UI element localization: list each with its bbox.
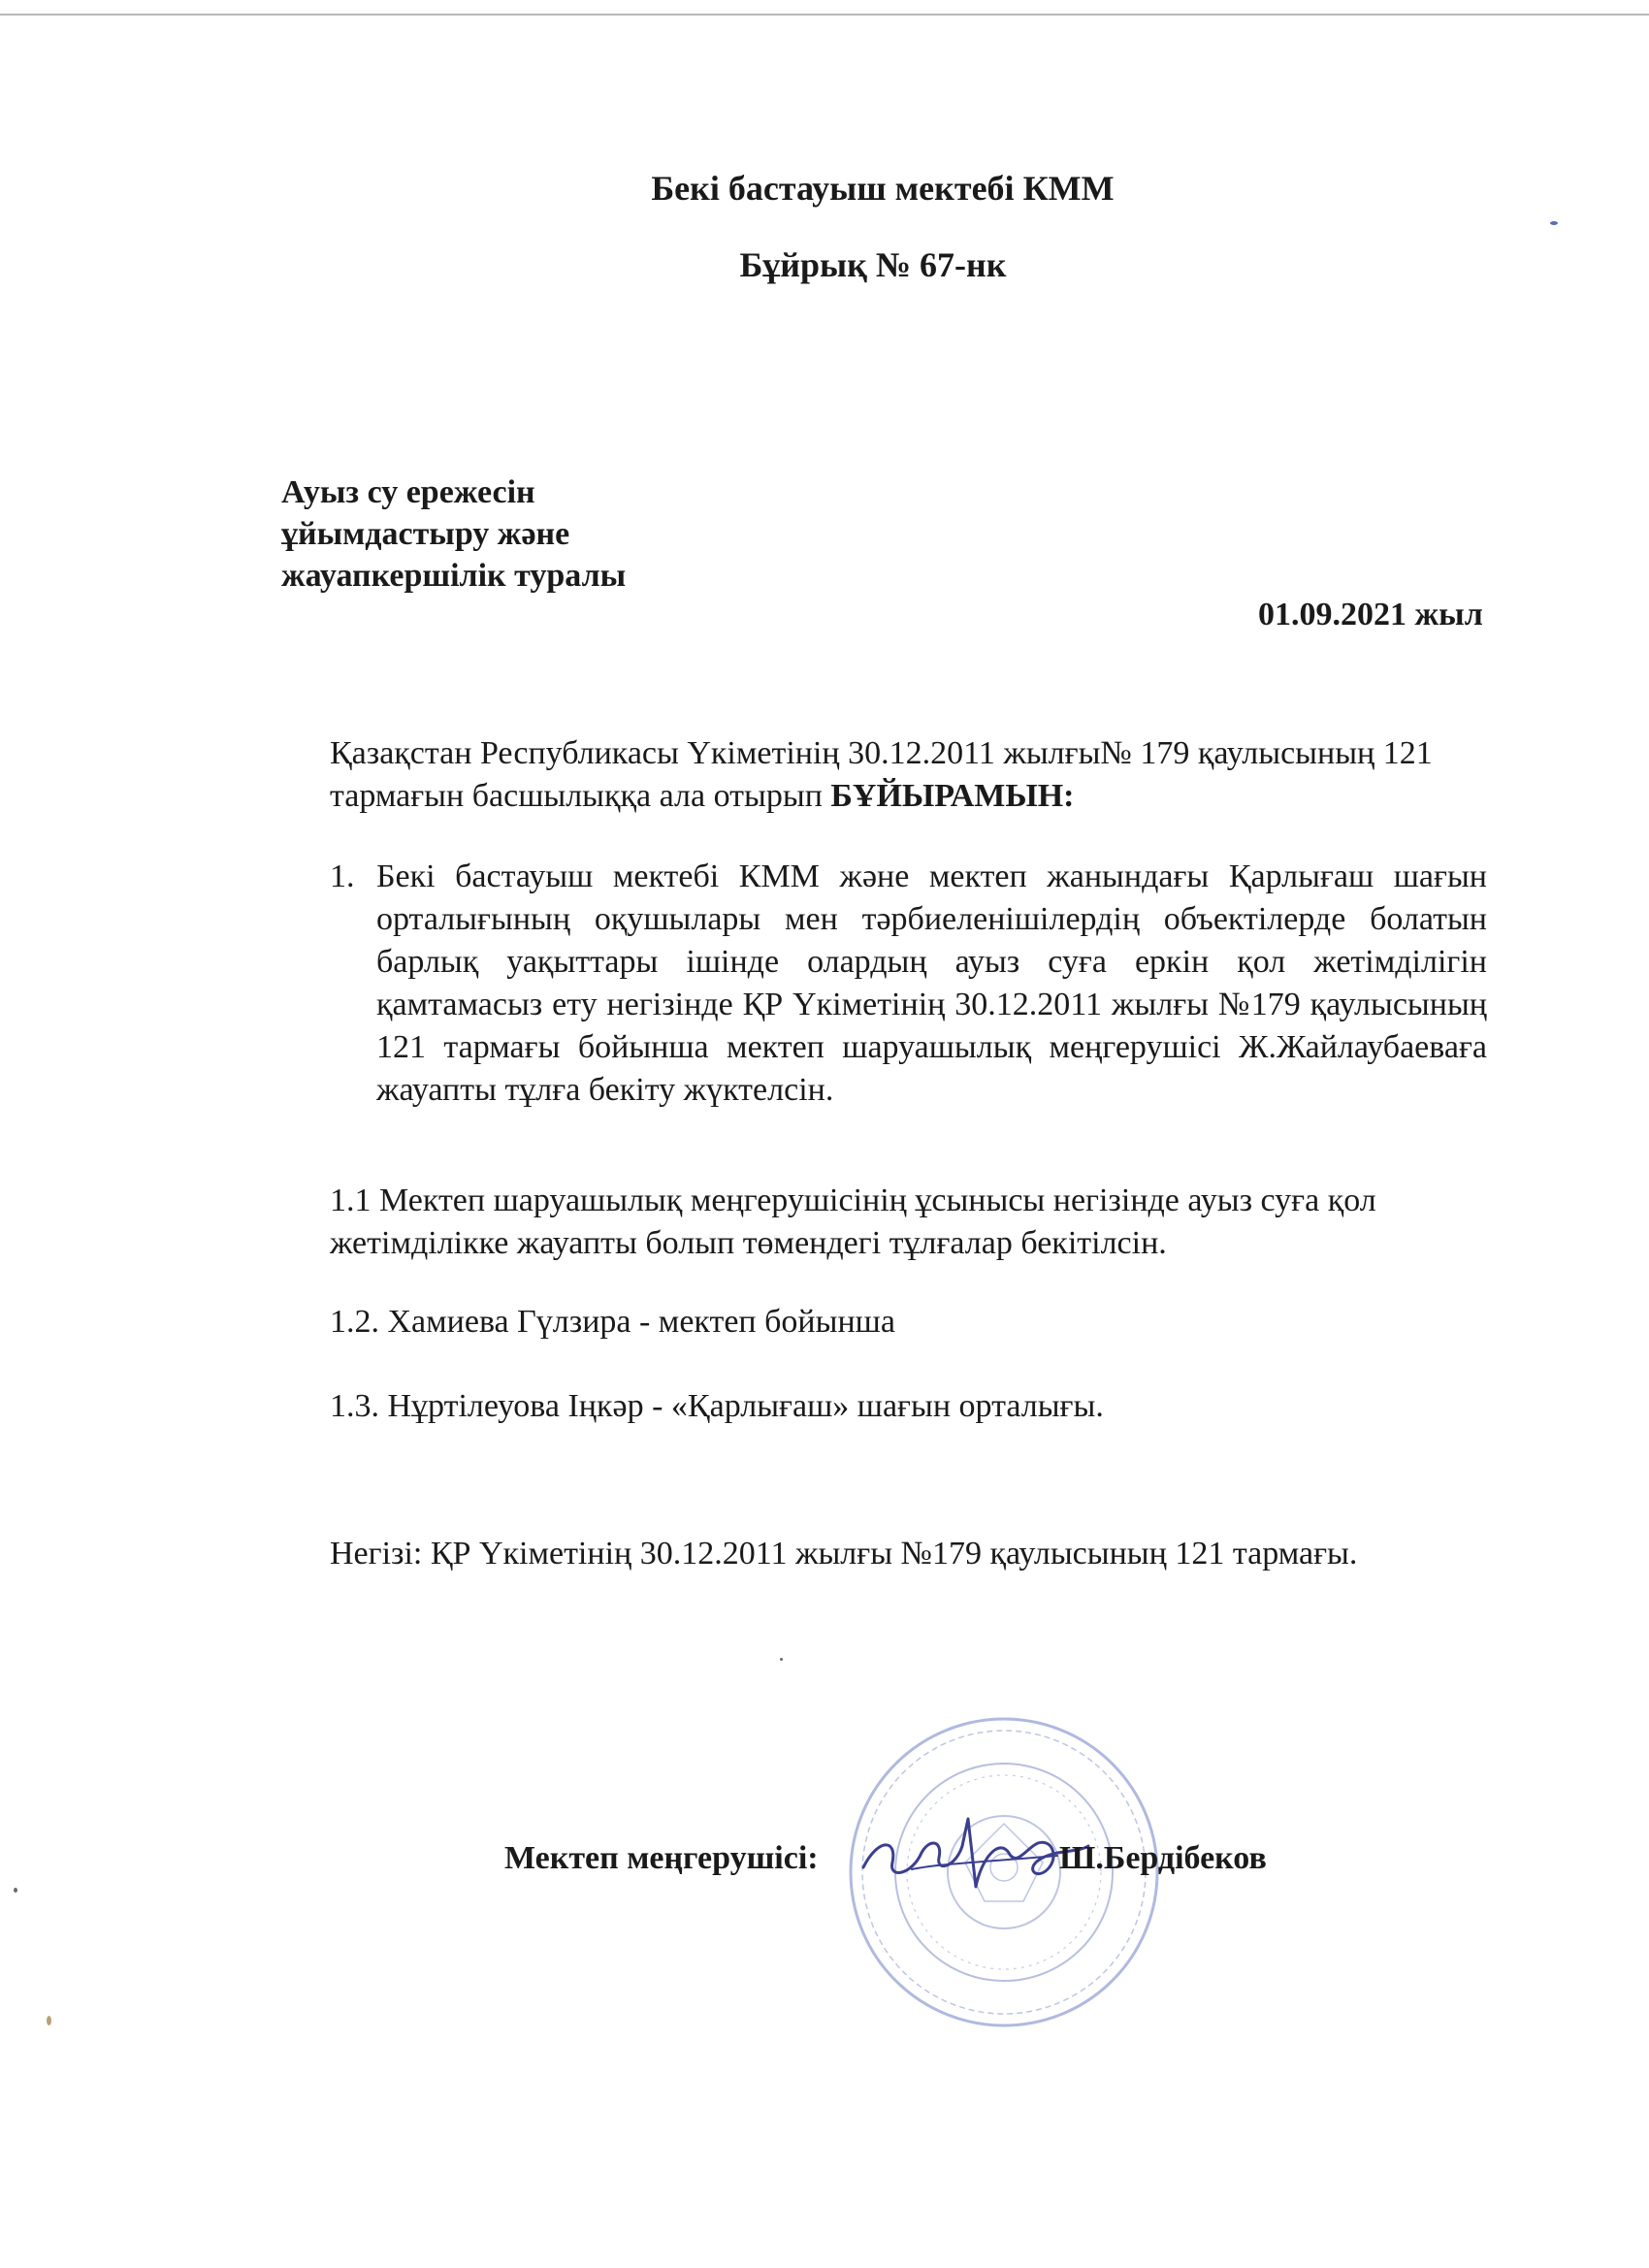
order-subject	[281, 471, 626, 597]
item-1-text: Бекі бастауыш мектебі КММ және мектеп жанындағы Қарлығаш шағын орталығының оқушылары мен тәрбиеленішілердің объектілерде болатын барлық уақыттары ішінде олардың ауыз суға еркін қол жетімділігін қамтамасыз ету негізінде ҚР Үкіметінің 30.12.2011 жылғы №179 қаулысының 121 тармағы бойынша мектеп шаруашылық меңгерушісі Ж.Жайлаубаеваға жауапты тұлға бекіту жүктелсін.	[376, 859, 1487, 1108]
order-item-1	[330, 856, 1487, 1112]
organization-title: Бекі бастауыш мектебі КММ	[651, 169, 1115, 208]
order-item-1-1: 1.1 Мектеп шаруашылық меңгерушісінің ұсынысы негізінде ауыз суға қол жетімділікке жауапты болып төмендегі тұлғалар бекітілсін.	[330, 1183, 1376, 1261]
intro-emphasis: БҰЙЫРАМЫН:	[830, 778, 1075, 814]
item-1-number: 1.	[330, 859, 355, 894]
basis-line: Негізі: ҚР Үкіметінің 30.12.2011 жылғы №179 қаулысының 121 тармағы.	[330, 1536, 1358, 1571]
scan-speck	[780, 1658, 783, 1661]
order-item-1-2: 1.2. Хамиева Гүлзира - мектеп бойынша	[330, 1304, 895, 1340]
scan-speck	[1550, 221, 1558, 225]
intro-text: Қазақстан Республикасы Үкіметінің 30.12.2011 жылғы№ 179 қаулысының 121 тармағын басшылыққа ала отырып	[330, 735, 1433, 814]
scan-edge-line	[0, 14, 1649, 16]
scan-speck	[47, 2016, 51, 2025]
subject-line-1: Ауыз су ережесін	[281, 474, 535, 510]
signature-position: Мектеп меңгерушісі:	[504, 1840, 819, 1876]
intro-paragraph	[330, 732, 1487, 818]
signatory-name: Ш.Бердібеков	[1059, 1840, 1267, 1876]
order-date: 01.09.2021 жыл	[1258, 597, 1483, 632]
order-item-1-3: 1.3. Нұртілеуова Іңкәр - «Қарлығаш» шағын орталығы.	[330, 1388, 1104, 1424]
scan-speck	[14, 1888, 17, 1893]
subject-line-3: жауапкершілік туралы	[281, 558, 627, 594]
subject-line-2: ұйымдастыру және	[281, 516, 570, 552]
order-number: Бұйрық № 67-нк	[739, 245, 1007, 284]
